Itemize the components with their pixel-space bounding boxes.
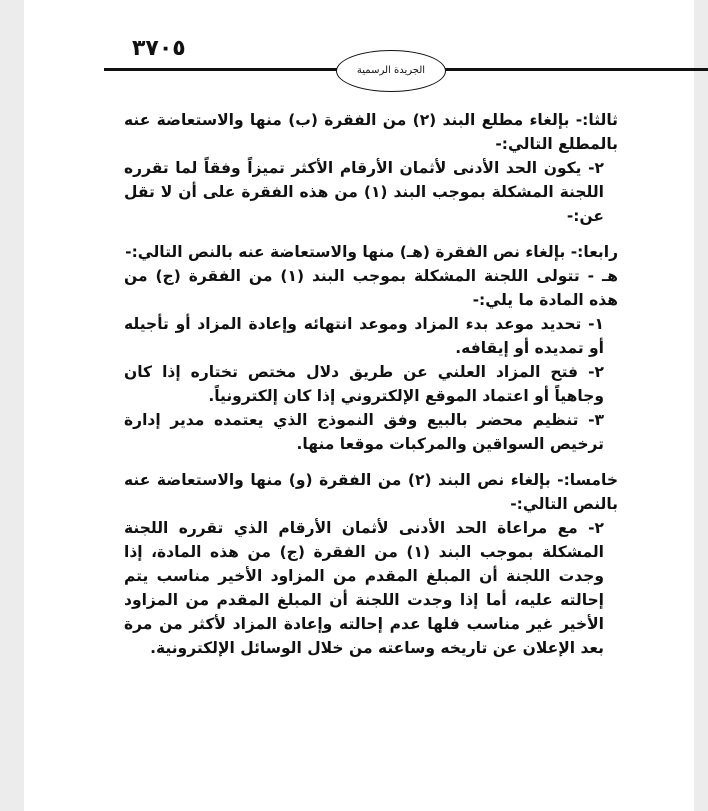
clause-fourth-item-2: ٢- فتح المزاد العلني عن طريق دلال مختص تختاره إذا كان وجاهياً أو اعتماد الموقع الإلكتروني إذا كان إلكترونياً.: [124, 363, 604, 405]
clause-fourth-item-h: هـ - تتولى اللجنة المشكلة بموجب البند (١) من الفقرة (ج) من هذه المادة ما يلي:-: [124, 267, 618, 309]
clause-fourth-item-3: ٣- تنظيم محضر بالبيع وفق النموذج الذي يعتمده مدير إدارة ترخيص السواقين والمركبات موقعا منها.: [124, 411, 604, 453]
gazette-name-oval: [336, 50, 446, 92]
page-number: ٣٧٠٥: [132, 36, 186, 61]
clause-fifth-item-2: ٢- مع مراعاة الحد الأدنى لأثمان الأرقام الذي تقرره اللجنة المشكلة بموجب البند (١) من الفقرة (ج) من هذه المادة، إذا وجدت اللجنة أن المبلغ المقدم من المزاود الأخير مناسب يتم إحالته عليه، أما إذا وجدت اللجنة أن المبلغ المقدم من المزاود الأخير غير مناسب فلها عدم إحالته وإعادة المزاد لأكثر من مرة بعد الإعلان عن تاريخه وساعته من خلال الوسائل الإلكترونية.: [124, 519, 604, 657]
clause-fourth-item-1: ١- تحديد موعد بدء المزاد وموعد انتهائه وإعادة المزاد أو تأجيله أو تمديده أو إيقافه.: [124, 315, 604, 357]
clause-third: ثالثا:- بإلغاء مطلع البند (٢) من الفقرة (ب) منها والاستعاضة عنه بالمطلع التالي:-: [124, 111, 618, 153]
gazette-name: الجريدة الرسمية: [356, 65, 426, 76]
document-page: [24, 0, 694, 811]
clause-fifth: خامسا:- بإلغاء نص البند (٢) من الفقرة (و) منها والاستعاضة عنه بالنص التالي:-: [124, 471, 618, 513]
document-body: [124, 108, 618, 660]
clause-fourth: رابعا:- بإلغاء نص الفقرة (هـ) منها والاستعاضة عنه بالنص التالي:-: [125, 243, 618, 261]
clause-third-item-2: ٢- يكون الحد الأدنى لأثمان الأرقام الأكثر تميزاً وفقاً لما تقرره اللجنة المشكلة بموجب البند (١) من هذه الفقرة على أن لا تقل عن:-: [124, 159, 604, 225]
